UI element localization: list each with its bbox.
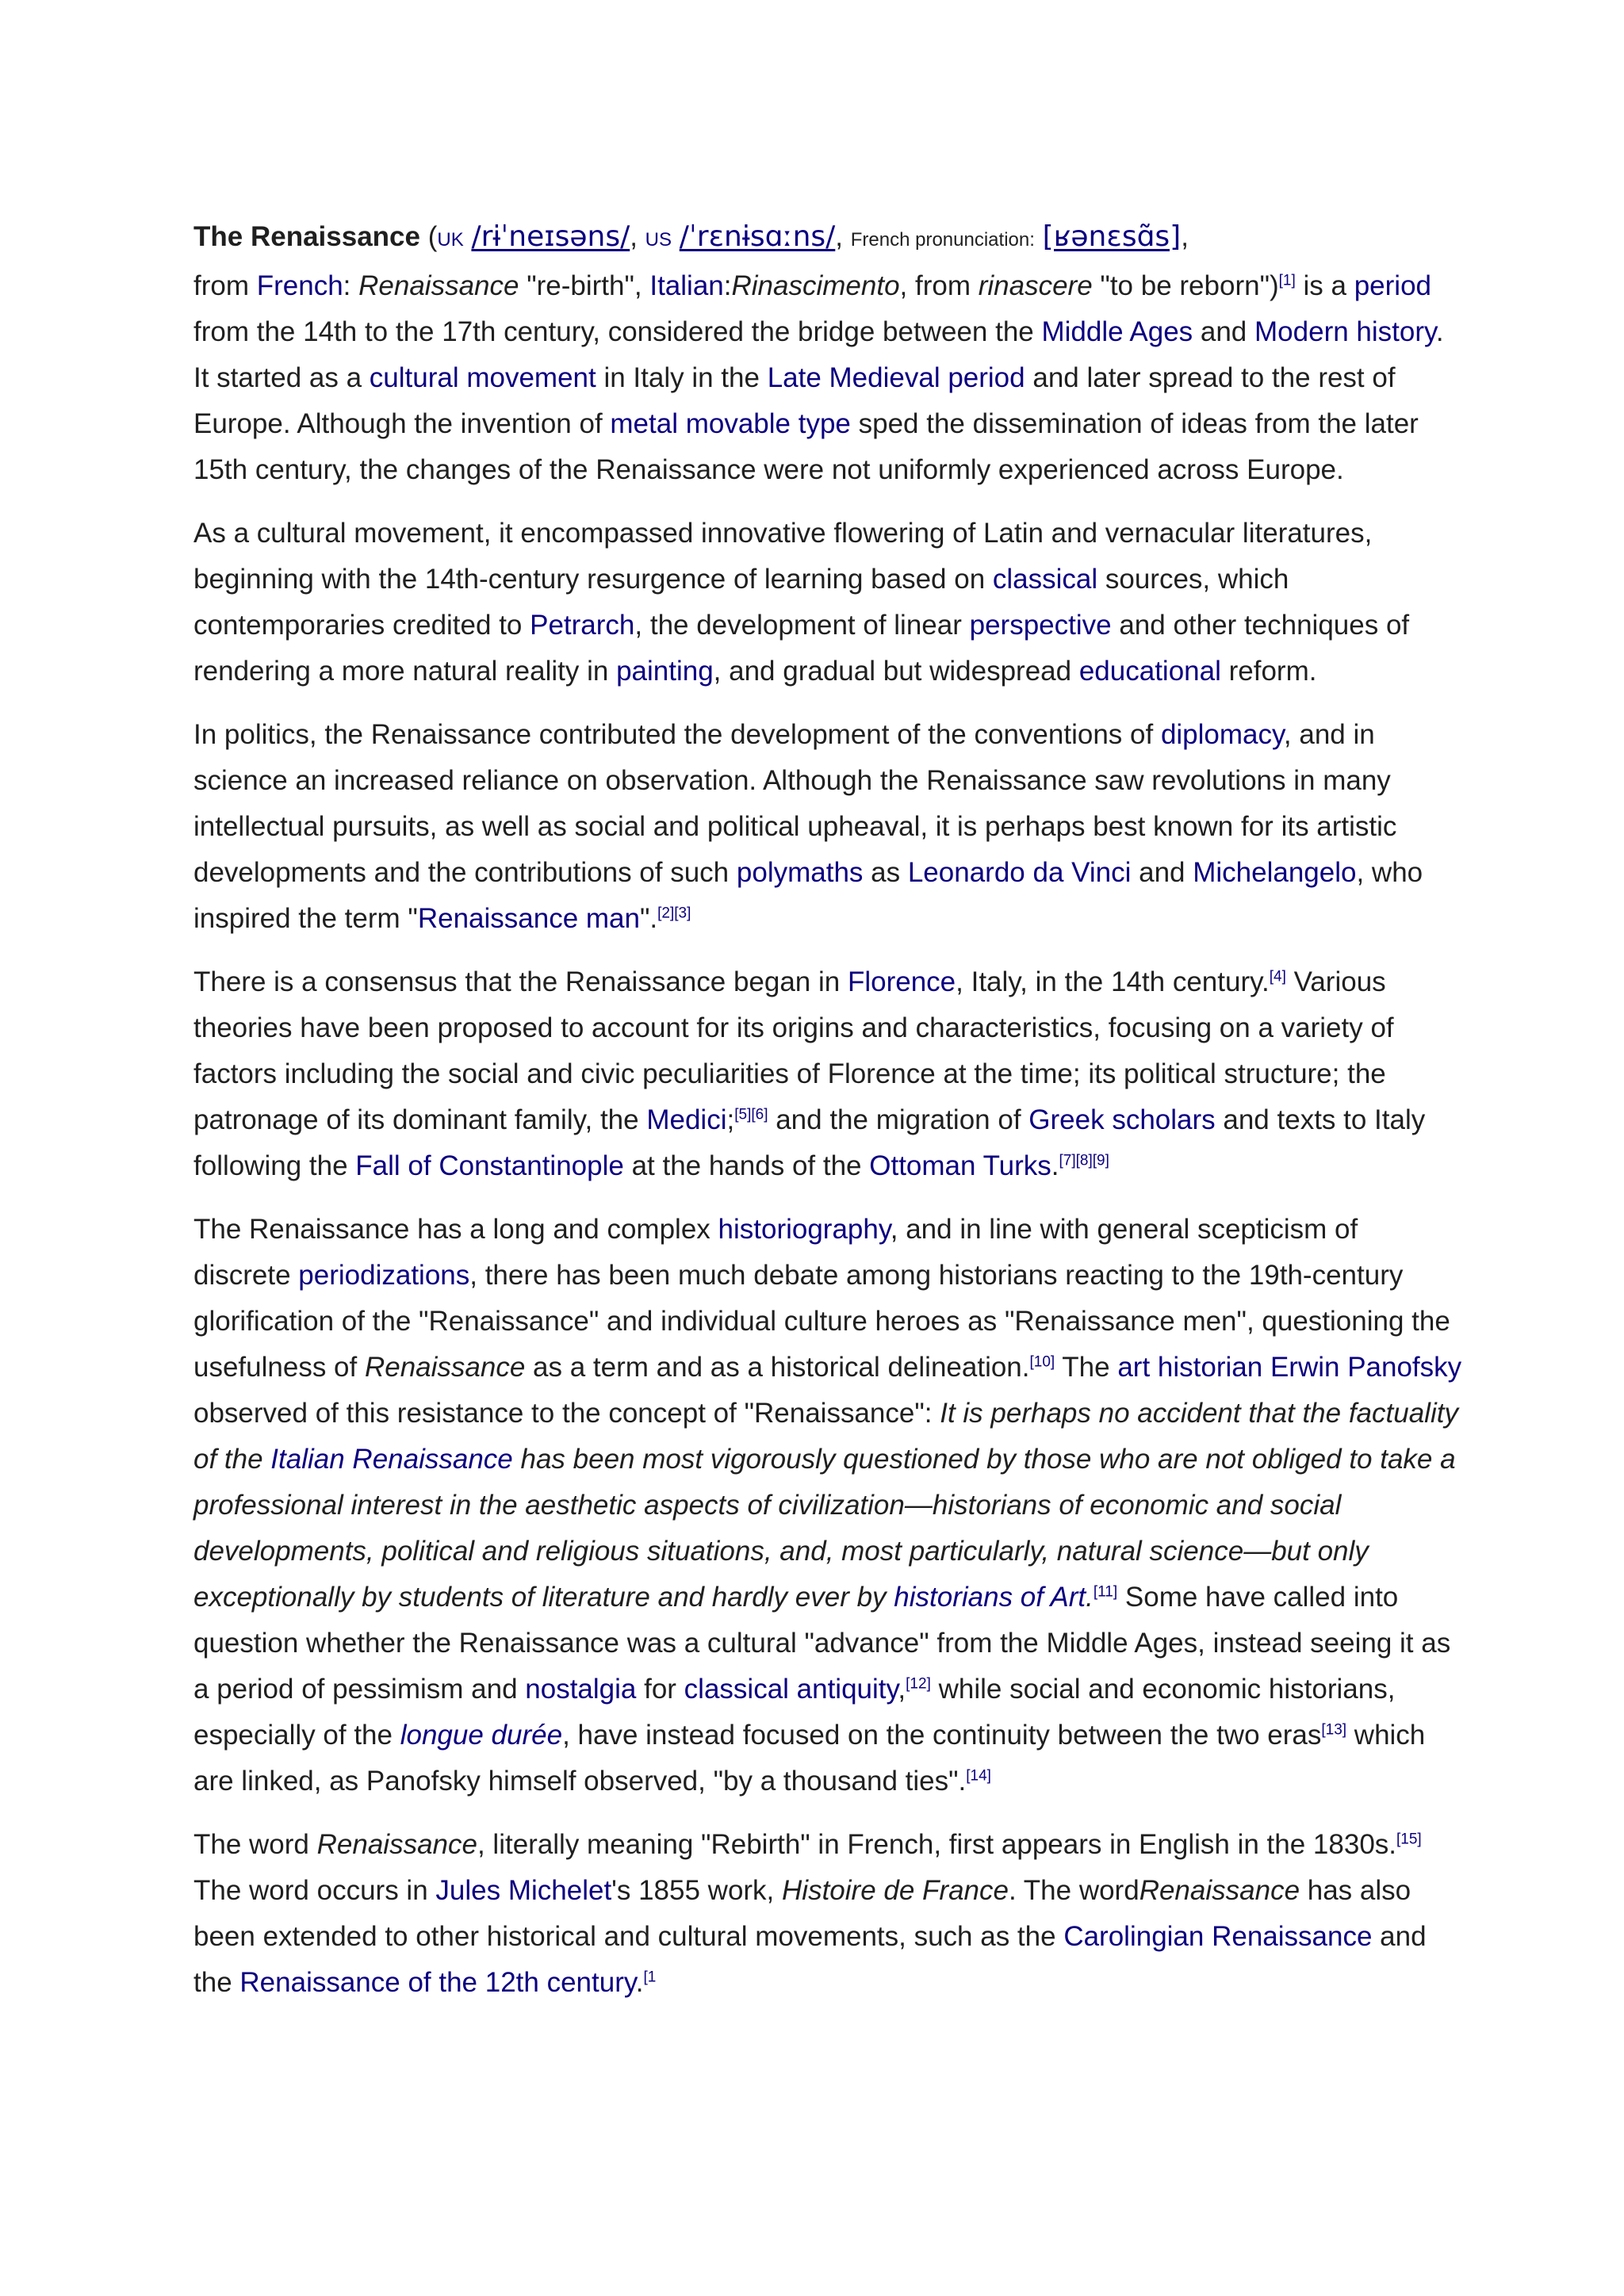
link-classical[interactable]: classical [992,564,1098,595]
ref-2-3[interactable]: [2][3] [657,905,691,922]
link-jules-michelet[interactable]: Jules Michelet [435,1875,612,1906]
link-italian[interactable]: Italian [649,270,724,301]
ref-10[interactable]: [10] [1029,1353,1055,1371]
uk-label[interactable]: UK [437,229,464,251]
ipa-us-link[interactable]: /ˈrɛnɨsɑːns/ [679,220,836,253]
link-cultural-movement[interactable]: cultural movement [369,362,596,393]
ref-16[interactable]: [1 [643,1969,657,1986]
paragraph-politics: In politics, the Renaissance contributed the development of the conventions of diplomacy, and in science an increased reliance on observation. Although the Renaissance saw revolutions in many intellectual pursuits, as well as social and political upheaval, it is perhaps best known for its artistic developments and the contributions of such polymaths as Leonardo da Vinci and Michelangelo, who inspired the term "Renaissance man".[2][3] [193,719,1423,934]
link-middle-ages[interactable]: Middle Ages [1041,316,1193,347]
link-erwin-panofsky[interactable]: Erwin Panofsky [1270,1352,1462,1383]
article-title: The Renaissance [193,221,420,252]
link-french[interactable]: French [256,270,343,301]
ref-14[interactable]: [14] [966,1767,991,1785]
link-fall-of-constantinople[interactable]: Fall of Constantinople [355,1150,624,1181]
link-polymaths[interactable]: polymaths [736,857,864,888]
link-educational[interactable]: educational [1078,656,1221,687]
link-florence[interactable]: Florence [847,966,956,997]
link-renaissance-man[interactable]: Renaissance man [417,903,640,934]
link-classical-antiquity[interactable]: classical antiquity [684,1674,898,1705]
link-renaissance-12th-century[interactable]: Renaissance of the 12th century [239,1967,636,1998]
ref-4[interactable]: [4] [1269,968,1286,985]
us-label[interactable]: US [645,229,672,251]
ref-1[interactable]: [1] [1278,272,1296,289]
ref-12[interactable]: [12] [906,1675,931,1693]
paragraph-historiography: The Renaissance has a long and complex historiography, and in line with general scepticism of discrete periodizations, there has been much debate among historians reacting to the 19th-century glorification of the "Renaissance" and individual culture heroes as "Renaissance men", questioning the usefulness of Renaissance as a term and as a historical delineation.[10] The art historian Erwin Panofsky observed of this resistance to the concept of "Renaissance": It is perhaps no accident that the factuality of the Italian Renaissance has been most vigorously questioned by those who are not obliged to take a professional interest in the aesthetic aspects of civilization—historians of economic and social developments, political and religious situations, and, most particularly, natural science—but only exceptionally by students of literature and hardly ever by historians of Art.[11] Some have called into question whether the Renaissance was a cultural "advance" from the Middle Ages, instead seeing it as a period of pessimism and nostalgia for classical antiquity,[12] while social and economic historians, especially of the longue durée, have instead focused on the continuity between the two eras[13] which are linked, as Panofsky himself observed, "by a thousand ties".[14] [193,1214,1462,1797]
link-period[interactable]: period [1354,270,1431,301]
link-greek-scholars[interactable]: Greek scholars [1028,1104,1216,1135]
ref-11[interactable]: [11] [1093,1583,1118,1601]
link-periodizations[interactable]: periodizations [298,1260,470,1291]
link-historians-of-art[interactable]: historians of Art [894,1582,1086,1613]
link-medici[interactable]: Medici [646,1104,727,1135]
article-body [193,214,1462,2023]
link-carolingian-renaissance[interactable]: Carolingian Renaissance [1063,1921,1373,1952]
link-painting[interactable]: painting [616,656,714,687]
paragraph-cultural: As a cultural movement, it encompassed innovative flowering of Latin and vernacular literatures, beginning with the 14th-century resurgence of learning based on classical sources, which contemporaries credited to Petrarch, the development of linear perspective and other techniques of rendering a more natural reality in painting, and gradual but widespread educational reform. [193,518,1410,687]
paragraph-intro: The Renaissance (UK /rɨˈneɪsəns/, US /ˈrɛnɨsɑːns/, French pronunciation: [ʁənɛsɑ̃s], from French: Renaissance "re-birth", Italian:Rinascimento, from rinascere "to be reborn")[1] is a period from the 14th to the 17th century, considered the bridge between the Middle Ages and Modern history. It started as a cultural movement in Italy in the Late Medieval period and later spread to the rest of Europe. Although the invention of metal movable type sped the dissemination of ideas from the later 15th century, the changes of the Renaissance were not uniformly experienced across Europe. [193,220,1444,485]
panofsky-quote: It is perhaps no accident that the factuality of the Italian Renaissance has been most vigorously questioned by those who are not obliged to take a professional interest in the aesthetic aspects of civilization—historians of economic and social developments, political and religious situations, and, most particularly, natural science—but only exceptionally by students of literature and hardly ever by historians of Art. [193,1398,1458,1613]
link-longue-duree[interactable]: longue durée [400,1720,563,1751]
link-leonardo[interactable]: Leonardo da Vinci [907,857,1132,888]
ipa-uk-link[interactable]: /rɨˈneɪsəns/ [471,220,630,253]
link-petrarch[interactable]: Petrarch [530,610,635,641]
ref-15[interactable]: [15] [1396,1831,1422,1848]
link-ottoman-turks[interactable]: Ottoman Turks [869,1150,1051,1181]
link-diplomacy[interactable]: diplomacy [1160,719,1284,750]
link-modern-history[interactable]: Modern history [1254,316,1436,347]
link-italian-renaissance[interactable]: Italian Renaissance [270,1444,513,1475]
paragraph-word: The word Renaissance, literally meaning "Rebirth" in French, first appears in English in the 1830s.[15] The word occurs in Jules Michelet's 1855 work, Histoire de France. The wordRenaissance has also been extended to other historical and cultural movements, such as the Carolingian Renaissance and the Renaissance of the 12th century.$^{[1}$ [193,1829,1427,1998]
ref-7-8-9[interactable]: [7][8][9] [1059,1152,1109,1169]
paragraph-origins: There is a consensus that the Renaissance began in Florence, Italy, in the 14th century.[4] Various theories have been proposed to account for its origins and characteristics, focusing on a variety of factors including the social and civic peculiarities of Florence at the time; its political structure; the patronage of its dominant family, the Medici;[5][6] and the migration of Greek scholars and texts to Italy following the Fall of Constantinople at the hands of the Ottoman Turks.[7][8][9] [193,966,1426,1181]
link-perspective[interactable]: perspective [969,610,1112,641]
ref-5-6[interactable]: [5][6] [734,1106,768,1123]
link-nostalgia[interactable]: nostalgia [525,1674,637,1705]
link-metal-movable-type[interactable]: metal movable type [610,408,851,439]
french-pronunciation-label: French pronunciation: [850,229,1035,251]
link-michelangelo[interactable]: Michelangelo [1193,857,1357,888]
link-art-historian[interactable]: art historian [1117,1352,1263,1383]
link-historiography[interactable]: historiography [718,1214,891,1245]
ipa-fr-link[interactable]: [ʁənɛsɑ̃s] [1042,220,1182,253]
link-late-medieval[interactable]: Late Medieval period [767,362,1025,393]
ref-13[interactable]: [13] [1321,1721,1347,1739]
